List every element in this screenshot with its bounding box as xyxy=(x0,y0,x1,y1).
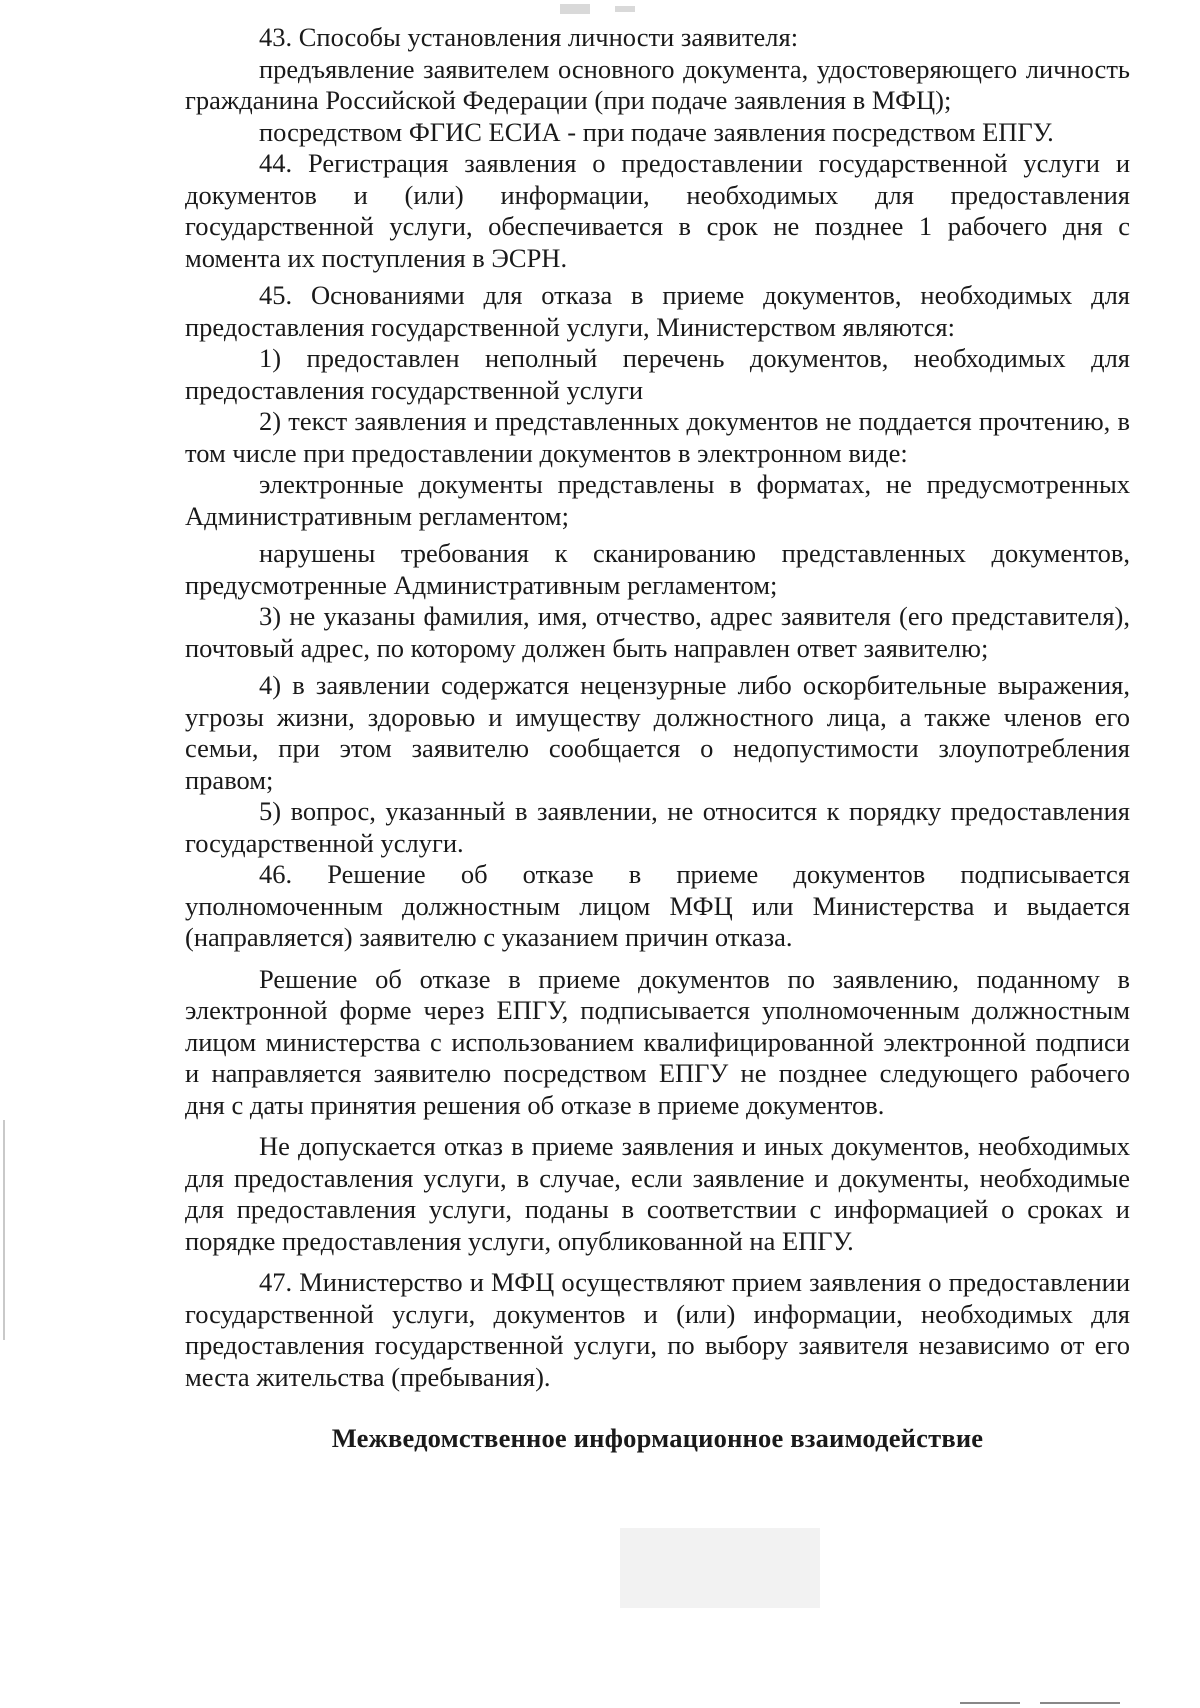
paragraph-45: 45. Основаниями для отказа в приеме документов, необходимых для предоставления государственной услуги, Министерством являются: xyxy=(185,280,1130,342)
paragraph-46: 46. Решение об отказе в приеме документов подписывается уполномоченным должностным лицом МФЦ или Министерства и выдается (направляется) заявителю с указанием причин отказа. xyxy=(185,859,1130,952)
paragraph-45-item-2-a: электронные документы представлены в форматах, не предусмотренных Административным регламентом; xyxy=(185,469,1130,531)
paragraph-46-electronic: Решение об отказе в приеме документов по заявлению, поданному в электронной форме через ЕПГУ, подписывается уполномоченным должностным лицом министерства с использованием квалифицированной электронной подписи и направляется заявителю посредством ЕПГУ не позднее следующего рабочего дня с даты принятия решения об отказе в приеме документов. xyxy=(185,963,1130,1120)
paragraph-45-item-4: 4) в заявлении содержатся нецензурные либо оскорбительные выражения, угрозы жизни, здоровью и имуществу должностного лица, а также членов его семьи, при этом заявителю сообщается о недопустимости злоупотребления правом; xyxy=(185,670,1130,795)
paragraph-45-item-2: 2) текст заявления и представленных документов не поддается прочтению, в том числе при предоставлении документов в электронном виде: xyxy=(185,406,1130,468)
document-page xyxy=(185,22,1130,1455)
paragraph-45-item-2-b: нарушены требования к сканированию представленных документов, предусмотренные Административным регламентом; xyxy=(185,538,1130,600)
paragraph-47: 47. Министерство и МФЦ осуществляют прием заявления о предоставлении государственной услуги, документов и (или) информации, необходимых для предоставления государственной услуги, по выбору заявителя независимо от его места жительства (пребывания). xyxy=(185,1267,1130,1392)
section-heading: Межведомственное информационное взаимодействие xyxy=(331,1423,984,1453)
scan-margin-line xyxy=(3,1120,5,1340)
paragraph-46-not-allowed: Не допускается отказ в приеме заявления и иных документов, необходимых для предоставления услуги, в случае, если заявление и документы, необходимые для предоставления услуги, поданы в соответствии с информацией о сроках и порядке предоставления услуги, опубликованной на ЕПГУ. xyxy=(185,1131,1130,1256)
scan-speck-bottom xyxy=(620,1528,820,1608)
paragraph-43-item-2: посредством ФГИС ЕСИА - при подаче заявления посредством ЕПГУ. xyxy=(259,116,1054,147)
paragraph-43: 43. Способы установления личности заявителя: xyxy=(259,22,799,52)
paragraph-45-item-5: 5) вопрос, указанный в заявлении, не относится к порядку предоставления государственной услуги. xyxy=(185,796,1130,858)
scan-speck-top-2 xyxy=(615,6,635,12)
paragraph-45-item-3: 3) не указаны фамилия, имя, отчество, адрес заявителя (его представителя), почтовый адрес, по которому должен быть направлен ответ заявителю; xyxy=(185,601,1130,663)
paragraph-44: 44. Регистрация заявления о предоставлении государственной услуги и документов и (или) информации, необходимых для предоставления государственной услуги, обеспечивается в срок не позднее 1 рабочего дня с момента их поступления в ЭСРН. xyxy=(185,148,1130,273)
scan-speck-top xyxy=(560,4,590,14)
paragraph-43-item-1: предъявление заявителем основного документа, удостоверяющего личность гражданина Российской Федерации (при подаче заявления в МФЦ); xyxy=(185,53,1130,115)
scan-bottom-mark-2 xyxy=(1040,1702,1120,1704)
scan-bottom-mark xyxy=(960,1702,1020,1704)
paragraph-45-item-1: 1) предоставлен неполный перечень документов, необходимых для предоставления государственной услуги xyxy=(185,343,1130,405)
